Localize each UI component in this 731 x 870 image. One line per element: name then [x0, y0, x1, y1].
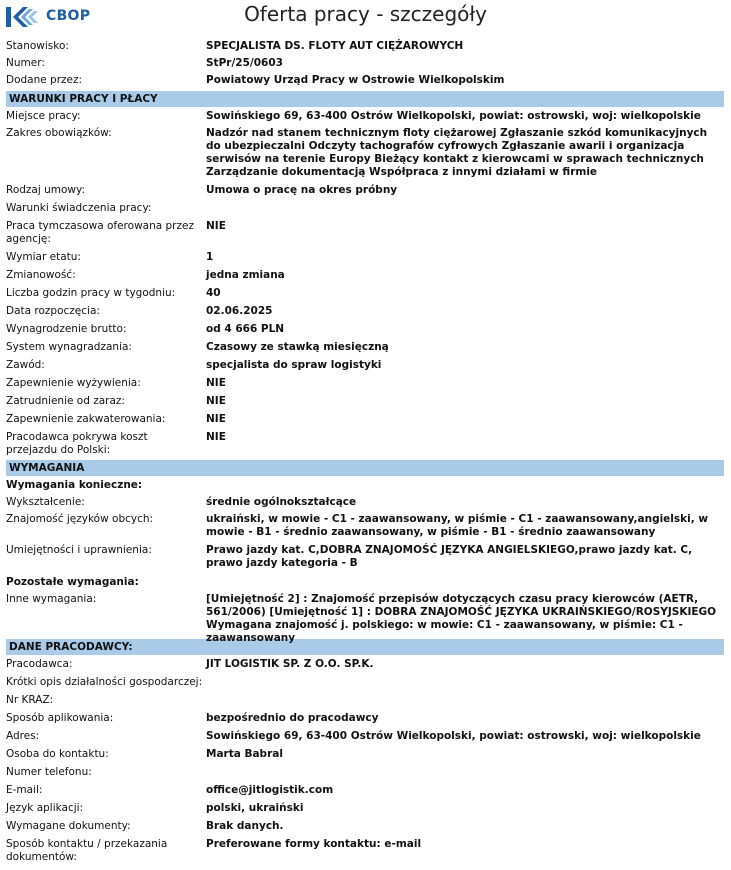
section-header-pracodawca: DANE PRACODAWCY:	[6, 639, 724, 655]
detail-value: Sowińskiego 69, 63-400 Ostrów Wielkopolski, powiat: ostrowski, woj: wielkopolskie	[206, 110, 701, 122]
detail-row	[6, 220, 724, 251]
detail-label: Zmianowość:	[6, 269, 76, 281]
detail-label: Wymiar etatu:	[6, 251, 81, 263]
detail-label: Wynagrodzenie brutto:	[6, 323, 127, 335]
detail-value: NIE	[206, 413, 226, 425]
detail-value: Umowa o pracę na okres próbny	[206, 184, 398, 196]
detail-row	[6, 110, 724, 127]
detail-label: Warunki świadczenia pracy:	[6, 202, 152, 214]
detail-row	[6, 730, 724, 748]
detail-value: JIT LOGISTIK SP. Z O.O. SP.K.	[206, 658, 374, 670]
detail-label: Krótki opis działalności gospodarczej:	[6, 676, 203, 688]
detail-row-dodane-przez	[6, 74, 724, 91]
detail-value: [Umiejętność 2] : Znajomość przepisów dotyczących czasu pracy kierowców (AETR, 561/2006) [Umiejętność 1] : DOBRA ZNAJOMOŚĆ JĘZYKA UKRAIŃSKIEGO/ROSYJSKIEGO Wymagana znajomość j. polskiego: w mowie: C1 - zaawansowany, w piśmie: C1 - zaawansowany	[206, 593, 717, 644]
detail-row	[6, 802, 724, 820]
detail-label: Zakres obowiązków:	[6, 127, 112, 139]
detail-row	[6, 712, 724, 730]
detail-label: Zawód:	[6, 359, 45, 371]
detail-label: Stanowisko:	[6, 40, 69, 52]
detail-label: Zapewnienie zakwaterowania:	[6, 413, 166, 425]
detail-label: Liczba godzin pracy w tygodniu:	[6, 287, 176, 299]
detail-row	[6, 838, 724, 865]
detail-value: Sowińskiego 69, 63-400 Ostrów Wielkopolski, powiat: ostrowski, woj: wielkopolskie	[206, 730, 701, 742]
detail-label: Sposób kontaktu / przekazania dokumentów:	[6, 838, 168, 863]
detail-label: Wymagane dokumenty:	[6, 820, 131, 832]
logo-text: CBOP	[46, 8, 91, 24]
detail-value: Powiatowy Urząd Pracy w Ostrowie Wielkopolskim	[206, 74, 505, 86]
detail-value: 1	[206, 251, 214, 263]
detail-label: Dodane przez:	[6, 74, 83, 86]
detail-row	[6, 251, 724, 269]
detail-value: 40	[206, 287, 221, 299]
subheading-wymagania-konieczne: Wymagania konieczne:	[6, 479, 143, 491]
detail-label: Praca tymczasowa oferowana przez agencję:	[6, 220, 194, 245]
detail-row	[6, 127, 724, 184]
detail-value: ukraiński, w mowie - C1 - zaawansowany, w piśmie - C1 - zaawansowany,angielski, w mowie - B1 - średnio zaawansowany, w piśmie - B1 - średnio zaawansowany	[206, 513, 709, 538]
detail-label: Zatrudnienie od zaraz:	[6, 395, 125, 407]
detail-label: Miejsce pracy:	[6, 110, 81, 122]
detail-value: Preferowane formy kontaktu: e-mail	[206, 838, 422, 850]
offer-details	[6, 40, 724, 865]
detail-value: NIE	[206, 377, 226, 389]
detail-label: Znajomość języków obcych:	[6, 513, 154, 525]
detail-row	[6, 359, 724, 377]
detail-row	[6, 269, 724, 287]
detail-label: Rodzaj umowy:	[6, 184, 85, 196]
detail-label: Numer telefonu:	[6, 766, 92, 778]
detail-row	[6, 377, 724, 395]
detail-label: Inne wymagania:	[6, 593, 97, 605]
detail-label: Język aplikacji:	[6, 802, 84, 814]
detail-label: Sposób aplikowania:	[6, 712, 114, 724]
detail-label: Numer:	[6, 57, 45, 69]
detail-row	[6, 658, 724, 676]
detail-row-numer	[6, 57, 724, 74]
detail-value: Czasowy ze stawką miesięczną	[206, 341, 389, 353]
detail-row-stanowisko	[6, 40, 724, 57]
detail-row	[6, 287, 724, 305]
detail-value: jedna zmiana	[206, 269, 285, 281]
detail-row	[6, 305, 724, 323]
detail-value[interactable]: office@jitlogistik.com	[206, 784, 334, 796]
section-header-warunki: WARUNKI PRACY I PŁACY	[6, 91, 724, 107]
detail-label: Umiejętności i uprawnienia:	[6, 544, 152, 556]
detail-label: System wynagradzania:	[6, 341, 132, 353]
detail-label: Data rozpoczęcia:	[6, 305, 100, 317]
detail-row	[6, 431, 724, 460]
detail-label: Pracodawca pokrywa koszt przejazdu do Polski:	[6, 431, 148, 456]
detail-row	[6, 323, 724, 341]
detail-row	[6, 593, 724, 644]
detail-row	[6, 202, 724, 220]
detail-value: StPr/25/0603	[206, 57, 283, 69]
detail-value: SPECJALISTA DS. FLOTY AUT CIĘŻAROWYCH	[206, 40, 464, 52]
detail-value: średnie ogólnokształcące	[206, 496, 357, 508]
detail-label: E-mail:	[6, 784, 43, 796]
detail-row	[6, 496, 724, 513]
detail-value: 02.06.2025	[206, 305, 273, 317]
detail-label: Adres:	[6, 730, 40, 742]
detail-value: specjalista do spraw logistyki	[206, 359, 382, 371]
detail-row	[6, 544, 724, 576]
detail-value: NIE	[206, 431, 226, 443]
detail-row	[6, 784, 724, 802]
detail-value: Brak danych.	[206, 820, 284, 832]
detail-value: Prawo jazdy kat. C,DOBRA ZNAJOMOŚĆ JĘZYKA ANGIELSKIEGO,prawo jazdy kat. C, prawo jazdy kategoria - B	[206, 544, 693, 569]
detail-label: Zapewnienie wyżywienia:	[6, 377, 141, 389]
detail-value: od 4 666 PLN	[206, 323, 285, 335]
page-title: Oferta pracy - szczegóły	[244, 2, 487, 26]
detail-row	[6, 513, 724, 544]
detail-row	[6, 820, 724, 838]
detail-label: Nr KRAZ:	[6, 694, 54, 706]
detail-row	[6, 184, 724, 202]
detail-row	[6, 395, 724, 413]
detail-value: Nadzór nad stanem technicznym floty ciężarowej Zgłaszanie szkód komunikacyjnych do ubezpieczalni Odczyty tachografów cyfrowych Zgłaszanie awarii i organizacja serwisów na terenie Europy Bieżący kontakt z kierowcami w sprawach technicznych Zarządzanie dokumentacją Współpraca z innymi działami w firmie	[206, 127, 708, 178]
detail-row	[6, 748, 724, 766]
detail-row	[6, 694, 724, 712]
detail-value: NIE	[206, 220, 226, 232]
detail-value: bezpośrednio do pracodawcy	[206, 712, 379, 724]
detail-row	[6, 676, 724, 694]
subheading-pozostale-wymagania: Pozostałe wymagania:	[6, 576, 139, 588]
section-header-wymagania: WYMAGANIA	[6, 460, 724, 476]
detail-row	[6, 341, 724, 359]
detail-label: Pracodawca:	[6, 658, 73, 670]
detail-label: Wykształcenie:	[6, 496, 85, 508]
detail-row	[6, 766, 724, 784]
detail-value: NIE	[206, 395, 226, 407]
page-header	[0, 0, 731, 36]
detail-row	[6, 413, 724, 431]
detail-label: Osoba do kontaktu:	[6, 748, 109, 760]
detail-value: polski, ukraiński	[206, 802, 304, 814]
detail-value: Marta Babral	[206, 748, 283, 760]
